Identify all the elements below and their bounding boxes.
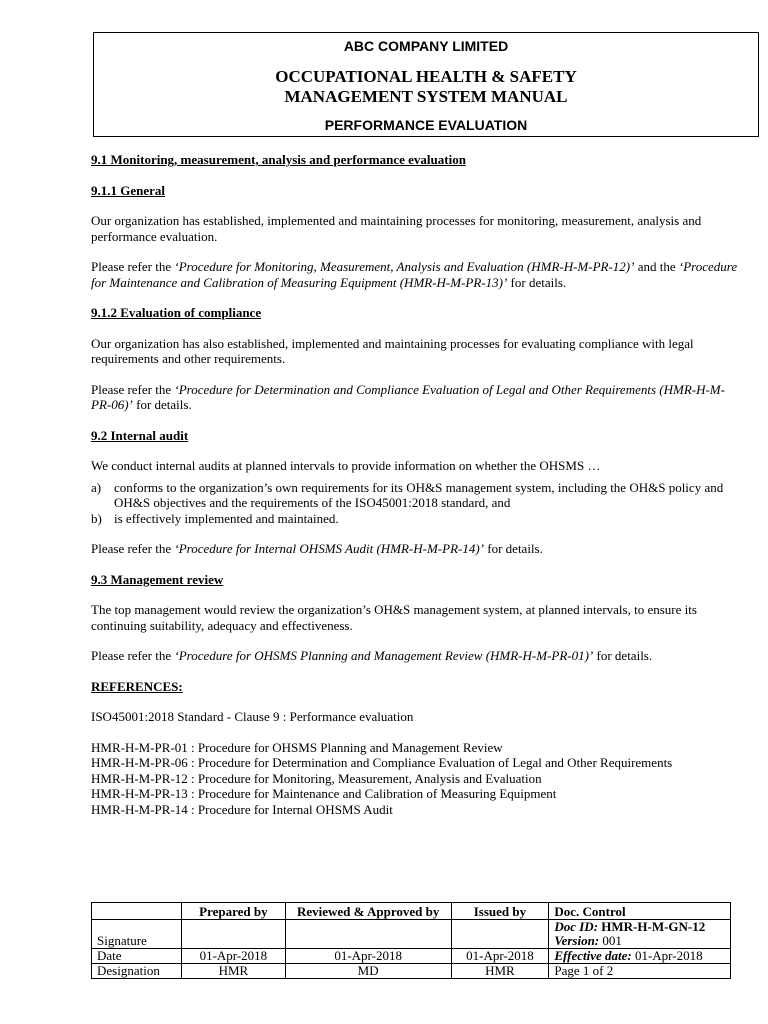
heading-9-1-2: 9.1.2 Evaluation of compliance (91, 305, 262, 320)
procedure-reference-pr01: ‘Procedure for OHSMS Planning and Management Review (HMR-H-M-PR-01)’ (174, 648, 594, 663)
reviewed-designation: MD (285, 964, 451, 979)
procedure-reference-pr13: ‘Procedure for Maintenance and Calibration of Measuring Equipment (HMR-H-M-PR-13)’ (91, 259, 738, 290)
signature-cell-reviewed (285, 920, 451, 949)
header-issued-by: Issued by (451, 903, 549, 920)
prepared-date: 01-Apr-2018 (181, 949, 285, 964)
signature-row (92, 920, 731, 949)
signature-cell-issued (451, 920, 549, 949)
manual-title-line1: OCCUPATIONAL HEALTH & SAFETY (275, 67, 577, 86)
page-number: Page 1 of 2 (549, 964, 731, 979)
audit-reference: Please refer the ‘Procedure for Internal OHSMS Audit (HMR-H-M-PR-14)’ for details. (91, 541, 543, 556)
general-reference: Please refer the ‘Procedure for Monitoring, Measurement, Analysis and Evaluation (HMR-H-M-PR-12)’ and the ‘Procedure for Maintenance and Calibration of Measuring Equipment (HMR-H-M-PR-13)’ for details. (91, 259, 738, 290)
list-marker: a) (91, 479, 102, 495)
manual-title-line2: MANAGEMENT SYSTEM MANUAL (284, 87, 568, 106)
standard-reference: ISO45001:2018 Standard - Clause 9 : Performance evaluation (91, 709, 414, 724)
procedure-item: HMR-H-M-PR-14 : Procedure for Internal OHSMS Audit (91, 801, 393, 817)
signature-cell-prepared (181, 920, 285, 949)
procedure-list (91, 740, 739, 818)
list-marker: b) (91, 510, 102, 526)
references-heading: REFERENCES: (91, 678, 183, 694)
doc-id-version-cell (549, 920, 731, 949)
section-title: PERFORMANCE EVALUATION (324, 117, 528, 133)
row-label-designation: Designation (92, 964, 182, 979)
header-doc-control: Doc. Control (549, 903, 731, 920)
list-item (91, 511, 739, 527)
header-reviewed-by: Reviewed & Approved by (285, 903, 451, 920)
compliance-paragraph: Our organization has also established, implemented and maintaining processes for evaluating compliance with legal requirements and other requirements. (91, 335, 694, 366)
list-item (91, 480, 739, 511)
version: Version: 001 (554, 933, 622, 948)
header-prepared-by: Prepared by (181, 903, 285, 920)
procedure-item: HMR-H-M-PR-01 : Procedure for OHSMS Planning and Management Review (91, 739, 503, 755)
list-item-text: is effectively implemented and maintained. (114, 510, 339, 526)
procedure-item: HMR-H-M-PR-13 : Procedure for Maintenance and Calibration of Measuring Equipment (91, 786, 557, 801)
manual-title (94, 67, 758, 107)
company-name: ABC COMPANY LIMITED (343, 38, 509, 54)
procedure-item: HMR-H-M-PR-12 : Procedure for Monitoring, Measurement, Analysis and Evaluation (91, 770, 542, 786)
row-label-signature: Signature (92, 920, 182, 949)
compliance-reference: Please refer the ‘Procedure for Determination and Compliance Evaluation of Legal and Other Requirements (HMR-H-M-PR-06)’ for details. (91, 381, 725, 412)
general-paragraph: Our organization has established, implemented and maintaining processes for monitoring, measurement, analysis and performance evaluation. (91, 213, 702, 244)
audit-intro: We conduct internal audits at planned intervals to provide information on whether the OHSMS … (91, 458, 601, 473)
procedure-reference-pr14: ‘Procedure for Internal OHSMS Audit (HMR-H-M-PR-14)’ (174, 541, 485, 556)
reviewed-date: 01-Apr-2018 (285, 949, 451, 964)
designation-row (92, 964, 731, 979)
doc-id: Doc ID: HMR-H-M-GN-12 (554, 919, 706, 934)
procedure-reference-pr12: ‘Procedure for Monitoring, Measurement, Analysis and Evaluation (HMR-H-M-PR-12)’ (174, 259, 635, 274)
list-item-text: conforms to the organization’s own requirements for its OH&S management system, including the OH&S policy and OH&S objectives and the requirements of the ISO45001:2018 standard, and (114, 479, 724, 510)
issued-designation: HMR (451, 964, 549, 979)
heading-9-2: 9.2 Internal audit (91, 427, 189, 443)
table-header-row (92, 903, 731, 920)
procedure-item: HMR-H-M-PR-06 : Procedure for Determination and Compliance Evaluation of Legal and Other Requirements (91, 755, 673, 770)
document-control-table (91, 902, 731, 979)
procedure-reference-pr06: ‘Procedure for Determination and Compliance Evaluation of Legal and Other Requirements (HMR-H-M-PR-06)’ (91, 381, 725, 412)
date-row (92, 949, 731, 964)
document-body (91, 152, 739, 817)
review-paragraph: The top management would review the organization’s OH&S management system, at planned intervals, to ensure its continuing suitability, adequacy and effectiveness. (91, 602, 697, 633)
heading-9-3: 9.3 Management review (91, 571, 224, 587)
table-corner-cell (92, 903, 182, 920)
prepared-designation: HMR (181, 964, 285, 979)
document-header (93, 32, 759, 137)
heading-9-1: 9.1 Monitoring, measurement, analysis and performance evaluation (91, 152, 466, 167)
effective-date-cell: Effective date: 01-Apr-2018 (549, 949, 731, 964)
row-label-date: Date (92, 949, 182, 964)
heading-9-1-1: 9.1.1 General (91, 182, 166, 198)
issued-date: 01-Apr-2018 (451, 949, 549, 964)
review-reference: Please refer the ‘Procedure for OHSMS Planning and Management Review (HMR-H-M-PR-01)’ for details. (91, 648, 653, 663)
